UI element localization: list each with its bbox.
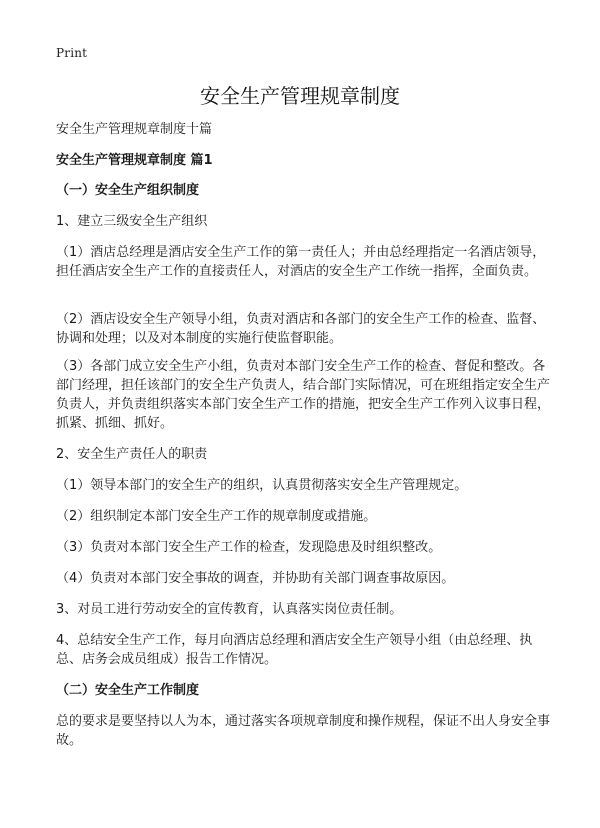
item1-paragraph-3: （3）各部门成立安全生产小组，负责对本部门安全生产工作的检查、督促和整改。各部门经理，担任该部门的安全生产负责人，结合部门实际情况，可在班组指定安全生产负责人，并负责组织落实本部门安全生产工作的措施，把安全生产工作列入议事日程，抓紧、抓细、抓好。: [56, 359, 551, 431]
item4-paragraph: 4、总结安全生产工作，每月向酒店总经理和酒店安全生产领导小组（由总经理、执总、店务会成员组成）报告工作情况。: [56, 633, 533, 667]
item2-paragraph-4: （4）负责对本部门安全事故的调查，并协助有关部门调查事故原因。: [56, 571, 455, 586]
item2-heading: 2、安全生产责任人的职责: [56, 447, 208, 462]
item1-paragraph-1: （1）酒店总经理是酒店安全生产工作的第一责任人；并由总经理指定一名酒店领导，担任酒店安全生产工作的直接责任人，对酒店的安全生产工作统一指挥，全面负责。: [56, 245, 546, 279]
page-title: 安全生产管理规章制度: [200, 84, 400, 108]
item3-paragraph: 3、对员工进行劳动安全的宣传教育，认真落实岗位责任制。: [56, 602, 403, 617]
print-link[interactable]: Print: [56, 46, 88, 60]
item1-paragraph-2: （2）酒店设安全生产领导小组，负责对酒店和各部门的安全生产工作的检查、监督、协调和处理；以及对本制度的实施行使监督职能。: [56, 312, 546, 346]
item2-paragraph-2: （2）组织制定本部门安全生产工作的规章制度或措施。: [56, 509, 377, 524]
section-heading: 安全生产管理规章制度 篇1: [56, 153, 213, 168]
part1-heading: （一）安全生产组织制度: [56, 183, 200, 198]
part2-paragraph-1: 总的要求是要坚持以人为本，通过落实各项规章制度和操作规程，保证不出人身安全事故。: [56, 714, 551, 748]
item1-heading: 1、建立三级安全生产组织: [56, 214, 208, 229]
item2-paragraph-3: （3）负责对本部门安全生产工作的检查，发现隐患及时组织整改。: [56, 540, 442, 555]
part2-heading: （二）安全生产工作制度: [56, 683, 200, 698]
document-subtitle: 安全生产管理规章制度十篇: [56, 122, 213, 137]
item2-paragraph-1: （1）领导本部门的安全生产的组织，认真贯彻落实安全生产管理规定。: [56, 478, 468, 493]
